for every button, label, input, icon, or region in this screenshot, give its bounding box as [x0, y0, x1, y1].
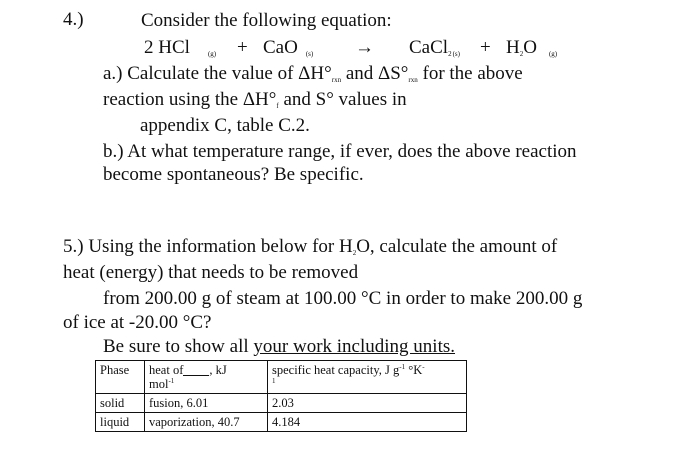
q4b-line1: b.) At what temperature range, if ever, does the above reaction	[103, 141, 577, 162]
eq-plus2: +	[480, 37, 491, 58]
header-phase: Phase	[96, 361, 145, 394]
table-header-row	[96, 361, 467, 394]
header-capacity: specific heat capacity, J $g^{-1}$ °K- $^1$	[268, 361, 467, 394]
table-row	[96, 394, 467, 413]
eq-plus1: +	[237, 37, 248, 58]
q5-line1: 5.) Using the information below for H2O, calculate the amount of	[63, 236, 558, 257]
eq-reactant1: 2 HCl (g)	[144, 37, 217, 58]
eq-product1: CaCl2(s)	[409, 37, 460, 58]
cell-heat: fusion, 6.01	[145, 394, 268, 413]
cell-capacity: 4.184	[268, 413, 467, 432]
q4a-line3: appendix C, table C.2.	[140, 115, 310, 136]
eq-arrow: →	[355, 37, 374, 58]
eq-reactant2: CaO (s)	[263, 37, 314, 58]
q4a-line1: a.) Calculate the value of ΔH°rxn and ΔS°rxn for the above	[103, 63, 523, 84]
cell-phase: solid	[96, 394, 145, 413]
q4b-line2: become spontaneous? Be specific.	[103, 164, 364, 185]
eq-product2: H2O (g)	[506, 37, 558, 58]
q4a-line2: reaction using the ΔH°f and S° values in	[103, 89, 407, 110]
cell-phase: liquid	[96, 413, 145, 432]
q5-line3: from 200.00 g of steam at 100.00 °C in order to make 200.00 g	[103, 288, 583, 309]
cell-capacity: 2.03	[268, 394, 467, 413]
cell-heat: vaporization, 40.7	[145, 413, 268, 432]
q4-intro: Consider the following equation:	[141, 10, 392, 31]
q4-number: 4.)	[63, 9, 84, 30]
data-table	[95, 360, 467, 432]
q5-line4: of ice at -20.00 °C?	[63, 312, 212, 333]
table-row	[96, 413, 467, 432]
q5-line2: heat (energy) that needs to be removed	[63, 262, 359, 283]
header-heat: heat of , kJ mol$^{-1}$	[145, 361, 268, 394]
q5-line5: Be sure to show all your work including units.	[103, 336, 456, 357]
